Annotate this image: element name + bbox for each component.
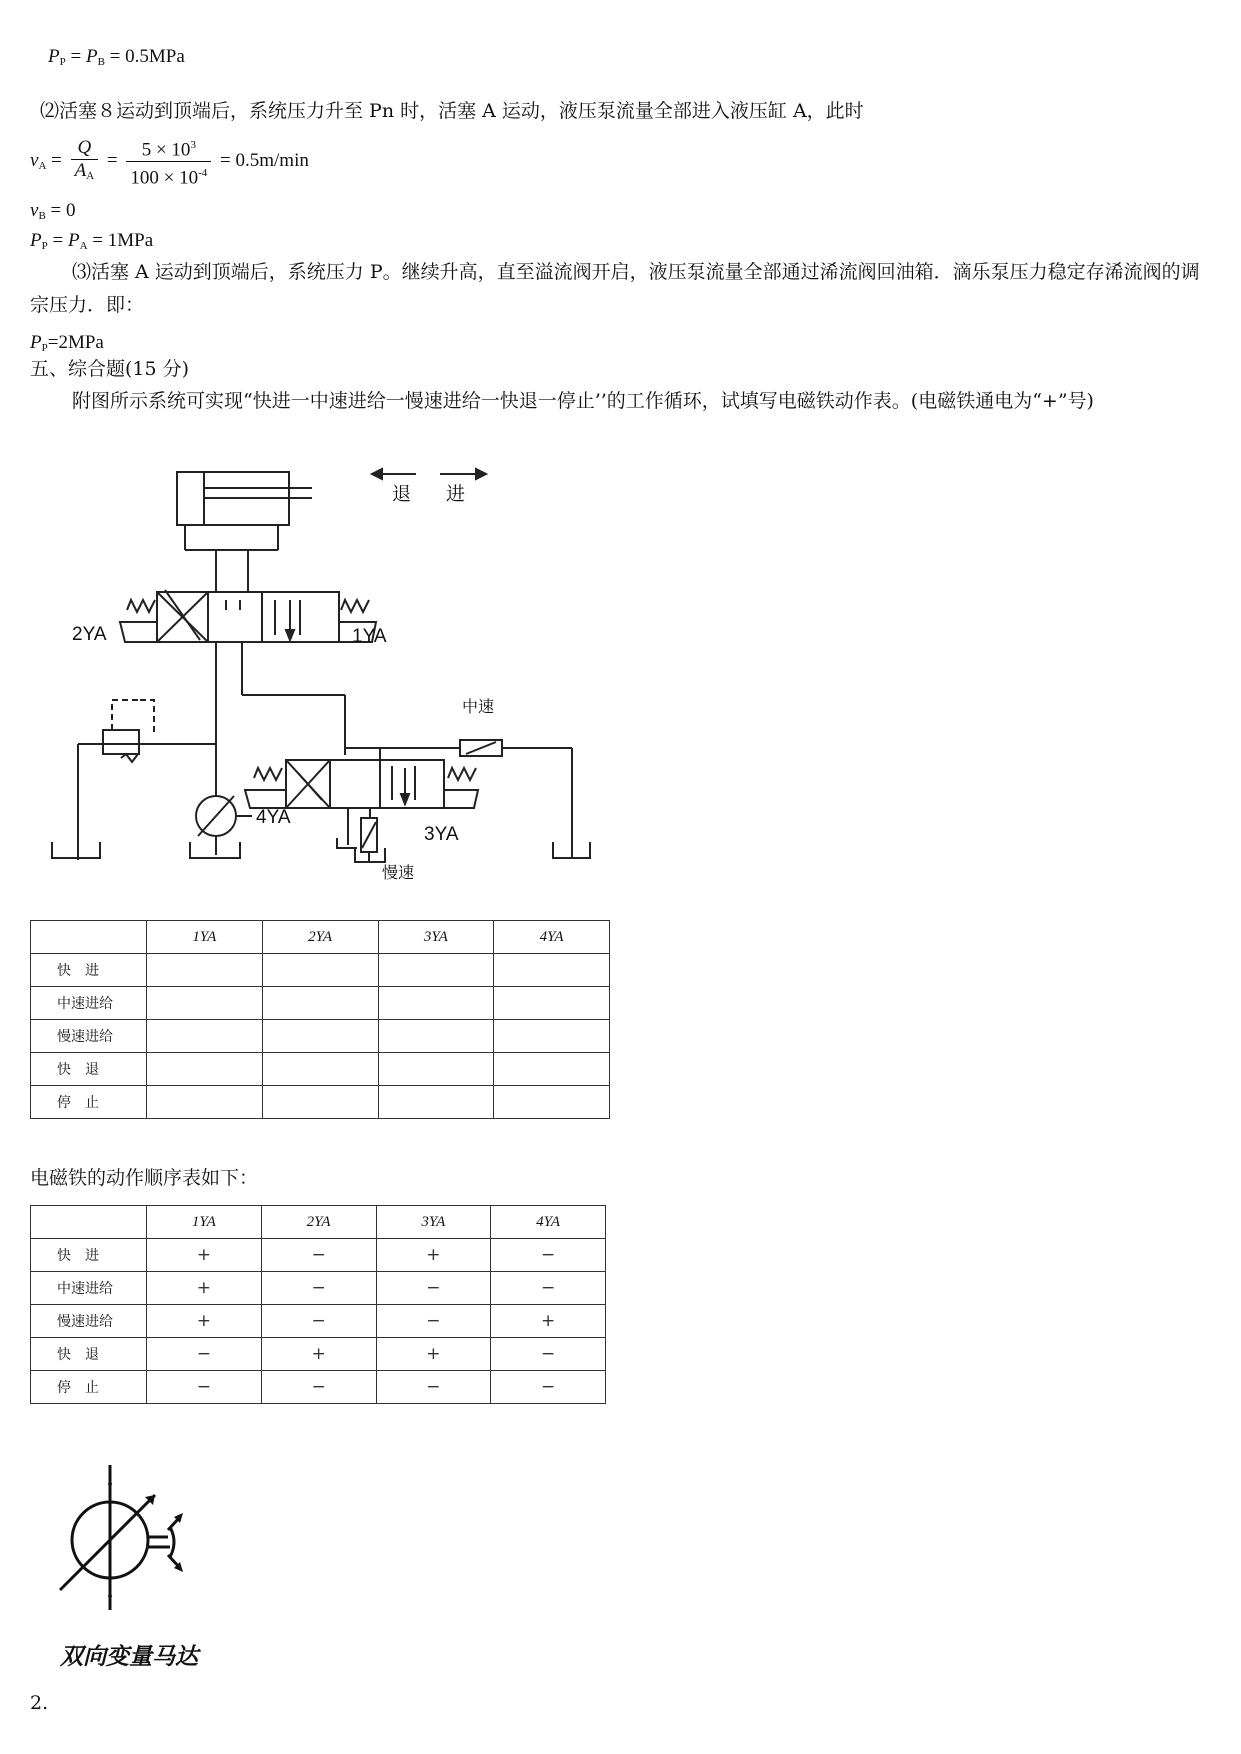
step-3-text: ⑶活塞 A 运动到顶端后，系统压力 P。继续升高，直至溢流阀开启，液压泵流量全部通过浠流阀回油箱．滴乐泵压力稳定存浠流阀的调宗压力．即： — [30, 261, 1200, 316]
step-2-text: ⑵活塞８运动到顶端后，系统压力升至 Pn 时，活塞 A 运动，液压泵流量全部进入液压缸 A，此时 — [40, 100, 864, 122]
table-row: 慢速进给 — [31, 1020, 610, 1053]
table-row: 慢速进给 + − − + — [31, 1305, 606, 1338]
table-row: 中速进给 — [31, 987, 610, 1020]
label-1ya: 1YA — [352, 626, 387, 647]
header-4ya: 4YA — [494, 921, 610, 954]
label-advance: 进 — [446, 484, 466, 505]
equation-velocity-a: $v_A$ = $\frac{Q}{A_A}$ = $\frac{5 \times 10^3}{100 \times 10^{-4}}$ = 0.5m/min — [30, 134, 309, 190]
equation-pressure-pb: $P_P = P_B = 0.5MPa$ — [48, 46, 185, 68]
label-3ya: 3YA — [424, 824, 459, 845]
label-slow-speed: 慢速 — [382, 865, 415, 882]
equation-velocity-b: $v_B = 0$ — [30, 200, 76, 222]
table-row: 快 进 — [31, 954, 610, 987]
header-1ya: 1YA — [147, 921, 263, 954]
question-text: 附图所示系统可实现“快进一中速进给一慢速进给一快退一停止’’的工作循环，试填写电磁铁动作表。(电磁铁通电为“+”号) — [72, 390, 1094, 412]
section-5-heading: 五、综合题(15 分) — [30, 358, 190, 380]
equation-pressure-pa: $P_P = P_A = 1MPa$ — [30, 230, 154, 252]
answer-intro: 电磁铁的动作顺序表如下： — [30, 1167, 259, 1189]
question-table — [30, 920, 610, 1119]
answer-table: 1YA 2YA 3YA 4YA 快 进 + − + − 中速进给 + − − − 慢速进给 + − − + 快 退 − + + − 停 止 − − − − — [30, 1205, 606, 1404]
table-row: 快 退 — [31, 1053, 610, 1086]
table-row: 停 止 — [31, 1086, 610, 1119]
label-medium-speed: 中速 — [462, 699, 495, 716]
footer-number: 2. — [30, 1692, 49, 1714]
header-3ya: 3YA — [378, 921, 494, 954]
eq1-rhs: = 0.5MPa — [109, 46, 185, 67]
label-retreat: 退 — [392, 484, 412, 505]
hydraulic-circuit-diagram — [0, 450, 640, 910]
table-row: 中速进给 + − − − — [31, 1272, 606, 1305]
header-empty — [31, 921, 147, 954]
table-row: 快 进 + − + − — [31, 1239, 606, 1272]
bidirectional-variable-motor-symbol — [50, 1455, 210, 1635]
lower-directional-valve — [286, 760, 444, 808]
table-row: 停 止 − − − − — [31, 1371, 606, 1404]
label-4ya: 4YA — [256, 807, 291, 828]
eq2-rhs: = 0.5m/min — [220, 150, 309, 172]
equation-pressure-final: $P_P=2MPa$ — [30, 332, 104, 354]
relief-valve — [103, 730, 139, 754]
header-2ya: 2YA — [262, 921, 378, 954]
motor-caption: 双向变量马达 — [60, 1644, 198, 1670]
table-row: 快 退 − + + − — [31, 1338, 606, 1371]
eq2-den: 100 × 10 — [130, 167, 199, 189]
label-2ya: 2YA — [72, 624, 107, 645]
eq2-num: 5 × 10 — [141, 139, 191, 161]
